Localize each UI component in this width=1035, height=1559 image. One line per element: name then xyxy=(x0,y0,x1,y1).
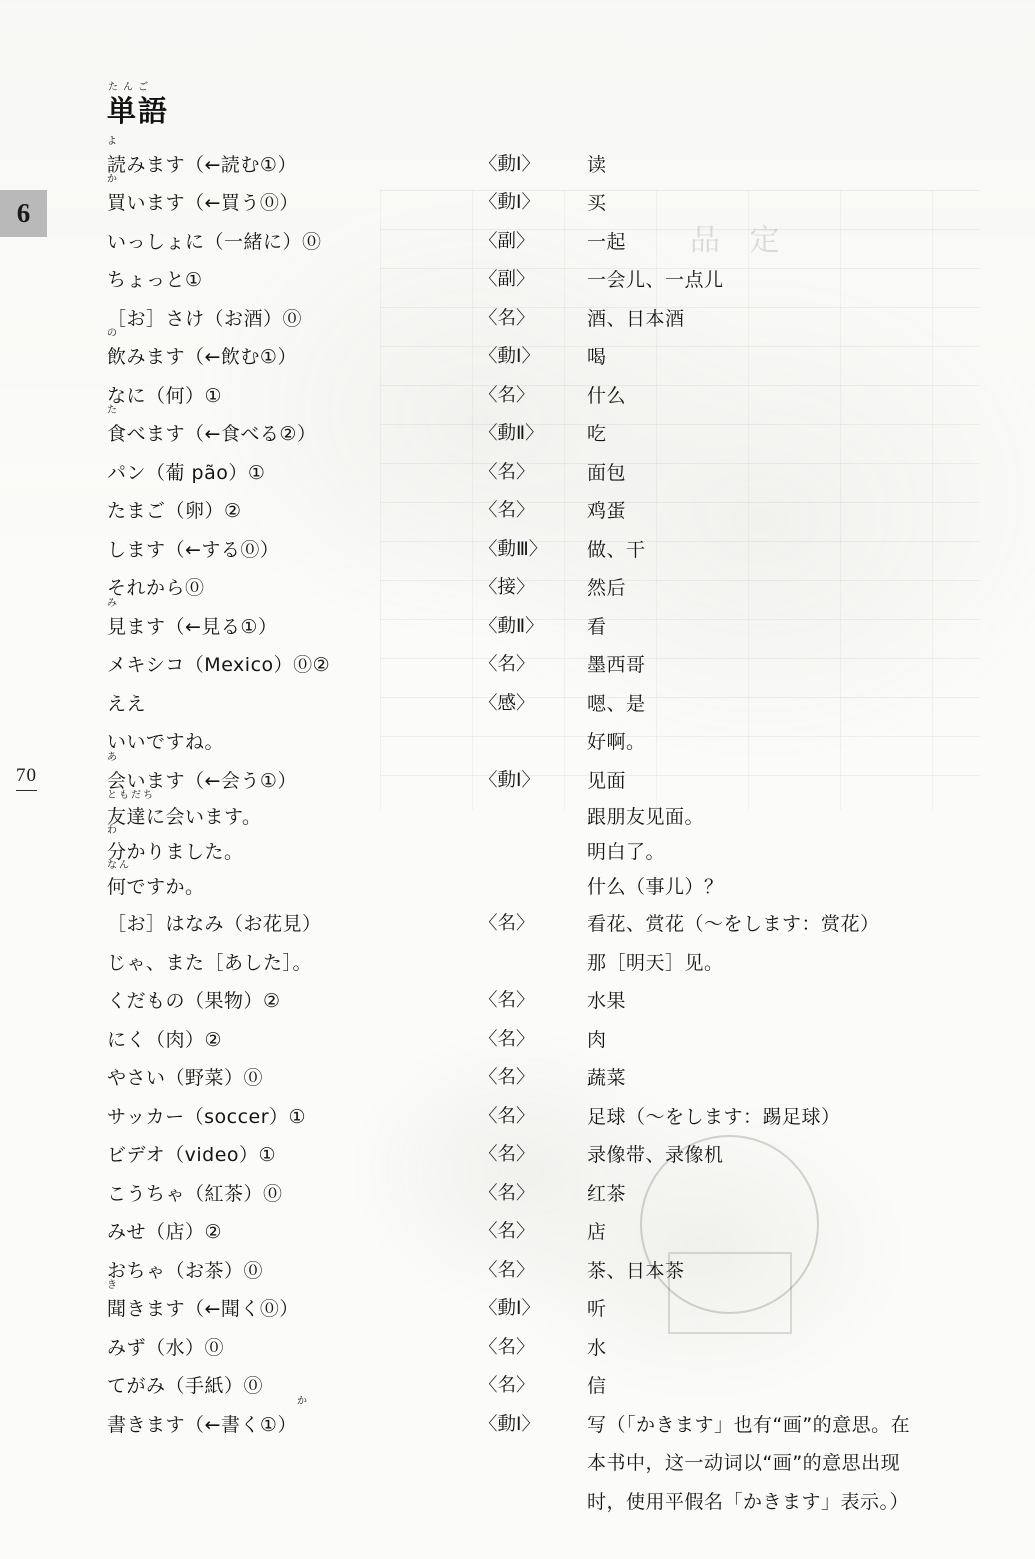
vocab-part-of-speech: 〈名〉 xyxy=(479,1144,535,1166)
vocab-word-japanese xyxy=(107,905,479,944)
vocab-word-ruby: た xyxy=(107,405,119,417)
vocab-word-japanese xyxy=(107,405,479,454)
vocab-meaning-chinese: 鸡蛋 xyxy=(587,500,627,523)
vocab-word-japanese xyxy=(107,569,479,608)
table-row xyxy=(107,608,987,647)
ghost-text: 品 定 xyxy=(690,223,790,258)
vocab-meaning-chinese: 肉 xyxy=(587,1028,607,1051)
vocab-meaning-chinese: 一起 xyxy=(587,230,627,253)
vocab-word-japanese xyxy=(107,1395,479,1445)
vocab-word-wrapper xyxy=(107,174,299,223)
table-row xyxy=(107,762,987,801)
vocab-word-text: みせ（店）② xyxy=(107,1221,223,1244)
vocab-word-ruby: み xyxy=(107,597,119,609)
table-row xyxy=(107,646,987,685)
table-row xyxy=(107,531,987,570)
vocab-part-of-speech: 〈動Ⅰ〉 xyxy=(479,346,540,368)
vocab-word-japanese xyxy=(107,982,479,1021)
vocab-word-wrapper xyxy=(107,1213,222,1252)
vocab-part-of-speech: 〈名〉 xyxy=(479,1375,535,1397)
vocab-part-of-speech: 〈名〉 xyxy=(479,1067,535,1089)
vocab-word-text: 見ます（←見る①） xyxy=(107,615,278,638)
vocab-word-text: いいですね。 xyxy=(107,731,225,754)
vocab-word-japanese xyxy=(107,1329,479,1368)
vocab-part-of-speech: 〈名〉 xyxy=(479,913,535,935)
vocab-word-ruby: わ xyxy=(107,825,119,837)
vocab-part-of-speech xyxy=(479,870,587,905)
vocab-meaning-chinese: 面包 xyxy=(587,461,627,484)
vocab-word-japanese xyxy=(107,685,479,724)
vocab-word-japanese xyxy=(107,1175,479,1214)
page-title-ruby: たんご xyxy=(108,82,153,93)
vocab-word-text: ［お］はなみ（お花見） xyxy=(107,913,322,936)
vocab-part-of-speech: 〈動Ⅲ〉 xyxy=(479,538,548,560)
vocab-word-text: おちゃ（お茶）⓪ xyxy=(107,1259,264,1282)
vocab-meaning-chinese: 吃 xyxy=(587,423,607,446)
vocab-word-text: ちょっと① xyxy=(107,269,203,292)
vocabulary-table xyxy=(107,135,987,1522)
table-row xyxy=(107,261,987,300)
vocab-meaning-chinese: 墨西哥 xyxy=(587,654,646,677)
vocab-word-japanese xyxy=(107,597,479,647)
vocab-meaning-chinese: 店 xyxy=(587,1221,607,1244)
vocab-word-text: それから⓪ xyxy=(107,577,205,600)
table-row xyxy=(107,1444,987,1483)
vocab-word-text: 書きます（←書く①） xyxy=(107,1413,297,1436)
table-row xyxy=(107,1098,987,1137)
table-row xyxy=(107,1290,987,1329)
table-row xyxy=(107,982,987,1021)
vocab-meaning-chinese: 明白了。 xyxy=(587,841,666,864)
table-row xyxy=(107,223,987,262)
vocab-part-of-speech: 〈名〉 xyxy=(479,307,535,329)
vocab-word-japanese xyxy=(107,751,479,801)
page-number: 70 xyxy=(16,765,37,791)
vocab-word-wrapper xyxy=(107,135,297,185)
vocab-word-text: パン（葡 pão）① xyxy=(107,461,266,484)
vocab-part-of-speech: 〈名〉 xyxy=(479,1028,535,1050)
vocab-word-japanese xyxy=(107,1367,479,1406)
table-row xyxy=(107,1021,987,1060)
vocab-meaning-chinese: 听 xyxy=(587,1298,607,1321)
vocab-meaning-continuation: 时，使用平假名「かきます」表示。） xyxy=(587,1490,910,1513)
vocab-part-of-speech: 〈副〉 xyxy=(479,269,535,291)
vocab-word-wrapper xyxy=(107,1059,263,1098)
vocab-meaning-chinese: 茶、日本茶 xyxy=(587,1259,685,1282)
vocab-word-wrapper xyxy=(107,1136,276,1175)
vocab-part-of-speech: 〈名〉 xyxy=(479,990,535,1012)
vocab-meaning-chinese: 跟朋友见面。 xyxy=(587,806,705,829)
table-row xyxy=(107,569,987,608)
vocab-word-wrapper xyxy=(107,1329,224,1368)
vocab-word-wrapper xyxy=(107,723,224,762)
vocab-word-text: 聞きます（←聞く⓪） xyxy=(107,1298,299,1321)
vocab-word-wrapper xyxy=(107,1395,309,1445)
vocab-word-wrapper xyxy=(107,1098,306,1137)
vocab-word-text: なに（何）① xyxy=(107,384,223,407)
vocab-word-text: 分かりました。 xyxy=(107,841,244,864)
vocab-word-ruby: き xyxy=(107,1280,119,1292)
vocab-word-text: 飲みます（←飲む①） xyxy=(107,346,297,369)
table-row xyxy=(107,1406,987,1445)
vocab-meaning-chinese: 信 xyxy=(587,1375,607,1398)
vocab-word-japanese xyxy=(107,860,479,905)
vocab-word-wrapper xyxy=(107,1021,222,1060)
vocab-part-of-speech: 〈動Ⅰ〉 xyxy=(479,1298,540,1320)
vocab-meaning-continuation: 本书中，这一动词以“画”的意思出现 xyxy=(587,1452,901,1475)
vocab-word-japanese xyxy=(107,1098,479,1137)
vocab-part-of-speech: 〈名〉 xyxy=(479,1259,535,1281)
vocab-word-ruby: よ xyxy=(107,135,119,147)
vocab-word-wrapper xyxy=(107,597,278,647)
vocab-word-japanese xyxy=(107,174,479,223)
vocab-word-ruby: の xyxy=(107,328,119,340)
vocab-part-of-speech: 〈名〉 xyxy=(479,1336,535,1358)
vocab-word-text: メキシコ（Mexico）⓪② xyxy=(107,654,331,677)
vocab-word-japanese xyxy=(107,492,479,531)
vocab-word-japanese xyxy=(107,723,479,762)
vocab-word-text: にく（肉）② xyxy=(107,1028,223,1051)
table-row xyxy=(107,905,987,944)
table-row xyxy=(107,835,987,870)
vocab-part-of-speech: 〈動Ⅱ〉 xyxy=(479,615,544,637)
vocab-word-wrapper xyxy=(107,328,297,377)
vocab-word-text: みず（水）⓪ xyxy=(107,1336,225,1359)
vocab-word-text: 友達に会います。 xyxy=(107,806,262,829)
vocab-meaning-chinese: 录像带、录像机 xyxy=(587,1144,724,1167)
vocab-word-text: ええ xyxy=(107,692,147,715)
vocab-word-wrapper xyxy=(107,531,279,570)
table-row xyxy=(107,338,987,377)
table-row xyxy=(107,492,987,531)
vocab-word-text: こうちゃ（紅茶）⓪ xyxy=(107,1182,283,1205)
table-row xyxy=(107,1252,987,1291)
vocab-word-japanese xyxy=(107,531,479,570)
vocab-meaning-chinese: 蔬菜 xyxy=(587,1067,627,1090)
vocab-part-of-speech: 〈名〉 xyxy=(479,461,535,483)
vocab-word-japanese xyxy=(107,328,479,377)
vocab-word-japanese xyxy=(107,944,479,983)
vocab-word-text: 食べます（←食べる②） xyxy=(107,423,317,446)
vocab-word-japanese xyxy=(107,454,479,493)
vocab-word-ruby: ともだち xyxy=(107,790,155,802)
table-row xyxy=(107,184,987,223)
vocab-word-text: ビデオ（video）① xyxy=(107,1144,277,1167)
vocab-word-japanese xyxy=(107,1136,479,1175)
table-row xyxy=(107,1059,987,1098)
table-row xyxy=(107,1329,987,1368)
table-row xyxy=(107,685,987,724)
vocab-word-wrapper xyxy=(107,860,205,905)
spacer-cell xyxy=(479,1483,587,1522)
vocab-meaning-chinese: 红茶 xyxy=(587,1182,627,1205)
vocab-meaning-chinese: 酒、日本酒 xyxy=(587,307,685,330)
vocab-word-wrapper xyxy=(107,1367,263,1406)
vocab-word-wrapper xyxy=(107,685,146,724)
vocab-part-of-speech: 〈感〉 xyxy=(479,692,535,714)
vocab-word-wrapper xyxy=(107,377,222,416)
vocab-word-text: じゃ、また［あした］。 xyxy=(107,951,313,974)
vocab-part-of-speech xyxy=(479,723,587,762)
vocab-word-japanese xyxy=(107,1213,479,1252)
vocab-part-of-speech: 〈名〉 xyxy=(479,1182,535,1204)
vocab-meaning-chinese: 看花、赏花（～をします：赏花） xyxy=(587,913,880,936)
table-row xyxy=(107,415,987,454)
vocab-word-japanese xyxy=(107,377,479,416)
vocab-word-wrapper xyxy=(107,261,203,300)
vocab-word-text: します（←する⓪） xyxy=(107,538,280,561)
vocab-part-of-speech: 〈動Ⅱ〉 xyxy=(479,423,544,445)
vocab-word-japanese xyxy=(107,646,479,685)
vocab-part-of-speech: 〈名〉 xyxy=(479,384,535,406)
table-row xyxy=(107,1175,987,1214)
vocab-meaning-chinese: 足球（～をします：踢足球） xyxy=(587,1105,841,1128)
table-row xyxy=(107,146,987,185)
vocab-part-of-speech: 〈動Ⅰ〉 xyxy=(479,153,540,175)
table-row xyxy=(107,300,987,339)
vocab-meaning-chinese: 买 xyxy=(587,192,607,215)
vocab-word-text: 買います（←買う⓪） xyxy=(107,192,299,215)
vocab-word-text: ［お］さけ（お酒）⓪ xyxy=(107,307,303,330)
vocab-meaning-chinese: 好啊。 xyxy=(587,731,646,754)
vocab-word-wrapper xyxy=(107,300,302,339)
vocab-meaning-chinese: 看 xyxy=(587,615,607,638)
vocab-word-japanese xyxy=(107,223,479,262)
vocab-word-wrapper xyxy=(107,1175,283,1214)
vocab-word-wrapper xyxy=(107,905,322,944)
vocab-word-wrapper xyxy=(107,982,281,1021)
vocab-word-text: たまご（卵）② xyxy=(107,500,242,523)
vocab-word-text: いっしょに（一緒に）⓪ xyxy=(107,230,322,253)
vocab-word-wrapper xyxy=(107,790,262,835)
vocab-word-text: やさい（野菜）⓪ xyxy=(107,1067,264,1090)
vocab-word-wrapper xyxy=(107,223,322,262)
vocabulary-section xyxy=(107,82,987,1521)
vocab-meaning-chinese: 然后 xyxy=(587,577,627,600)
vocab-meaning-chinese: 嗯、是 xyxy=(587,692,646,715)
vocab-word-wrapper xyxy=(107,1252,263,1291)
vocab-word-text: くだもの（果物）② xyxy=(107,990,281,1013)
table-row xyxy=(107,1136,987,1175)
vocab-part-of-speech xyxy=(479,835,587,870)
vocab-meaning-chinese: 什么 xyxy=(587,384,627,407)
table-row xyxy=(107,870,987,905)
vocab-part-of-speech: 〈動Ⅰ〉 xyxy=(479,1413,540,1435)
vocab-part-of-speech: 〈名〉 xyxy=(479,500,535,522)
vocab-word-text: 会います（←会う①） xyxy=(107,769,297,792)
vocab-word-ruby: か xyxy=(297,1395,309,1407)
vocab-word-wrapper xyxy=(107,1280,299,1329)
vocab-part-of-speech: 〈名〉 xyxy=(479,654,535,676)
vocab-word-japanese xyxy=(107,790,479,835)
vocab-word-wrapper xyxy=(107,646,330,685)
vocab-word-text: 何ですか。 xyxy=(107,876,205,899)
table-row xyxy=(107,723,987,762)
vocab-meaning-chinese: 什么（事儿）？ xyxy=(587,876,724,899)
vocab-word-japanese xyxy=(107,825,479,870)
vocab-meaning-chinese: 喝 xyxy=(587,346,607,369)
vocab-word-wrapper xyxy=(107,944,312,983)
table-row xyxy=(107,377,987,416)
vocab-word-ruby: か xyxy=(107,174,119,186)
table-row xyxy=(107,944,987,983)
vocab-meaning-chinese: 做、干 xyxy=(587,538,646,561)
vocab-word-japanese xyxy=(107,1252,479,1291)
vocab-part-of-speech xyxy=(479,944,587,983)
vocab-part-of-speech: 〈名〉 xyxy=(479,1221,535,1243)
table-row xyxy=(107,800,987,835)
vocab-part-of-speech: 〈動Ⅰ〉 xyxy=(479,769,540,791)
page-title-text: 単語 xyxy=(107,94,170,128)
vocab-word-japanese xyxy=(107,261,479,300)
vocab-part-of-speech: 〈接〉 xyxy=(479,577,535,599)
spacer-cell xyxy=(107,1483,479,1522)
spacer-cell xyxy=(107,1444,479,1483)
vocab-meaning-chinese: 水果 xyxy=(587,990,627,1013)
table-row xyxy=(107,1483,987,1522)
table-row xyxy=(107,454,987,493)
vocab-word-wrapper xyxy=(107,569,205,608)
table-row xyxy=(107,1213,987,1252)
vocab-word-text: 読みます（←読む①） xyxy=(107,153,297,176)
vocab-word-japanese xyxy=(107,300,479,339)
table-row xyxy=(107,1367,987,1406)
vocab-word-japanese xyxy=(107,1021,479,1060)
vocab-word-text: てがみ（手紙）⓪ xyxy=(107,1375,264,1398)
vocab-word-text: サッカー（soccer）① xyxy=(107,1105,307,1128)
chapter-tab: 6 xyxy=(0,190,47,237)
vocab-part-of-speech: 〈副〉 xyxy=(479,230,535,252)
page-title xyxy=(107,82,987,128)
vocab-part-of-speech: 〈名〉 xyxy=(479,1105,535,1127)
vocab-meaning-chinese: 一会儿、一点儿 xyxy=(587,269,724,292)
vocab-meaning-chinese: 写（「かきます」也有“画”的意思。在 xyxy=(587,1413,911,1436)
vocab-word-japanese xyxy=(107,1280,479,1329)
vocab-word-wrapper xyxy=(107,405,317,454)
vocab-meaning-chinese: 水 xyxy=(587,1336,607,1359)
vocab-part-of-speech: 〈動Ⅰ〉 xyxy=(479,192,540,214)
vocab-word-ruby: なん xyxy=(107,860,131,872)
vocab-word-japanese xyxy=(107,1059,479,1098)
spacer-cell xyxy=(479,1444,587,1483)
vocab-word-wrapper xyxy=(107,454,265,493)
vocab-meaning-chinese: 读 xyxy=(587,153,607,176)
vocab-meaning-chinese: 那［明天］见。 xyxy=(587,951,724,974)
vocab-word-japanese xyxy=(107,135,479,185)
vocab-part-of-speech xyxy=(479,800,587,835)
vocab-meaning-chinese: 见面 xyxy=(587,769,627,792)
vocab-word-wrapper xyxy=(107,492,242,531)
vocab-word-ruby: あ xyxy=(107,751,119,763)
